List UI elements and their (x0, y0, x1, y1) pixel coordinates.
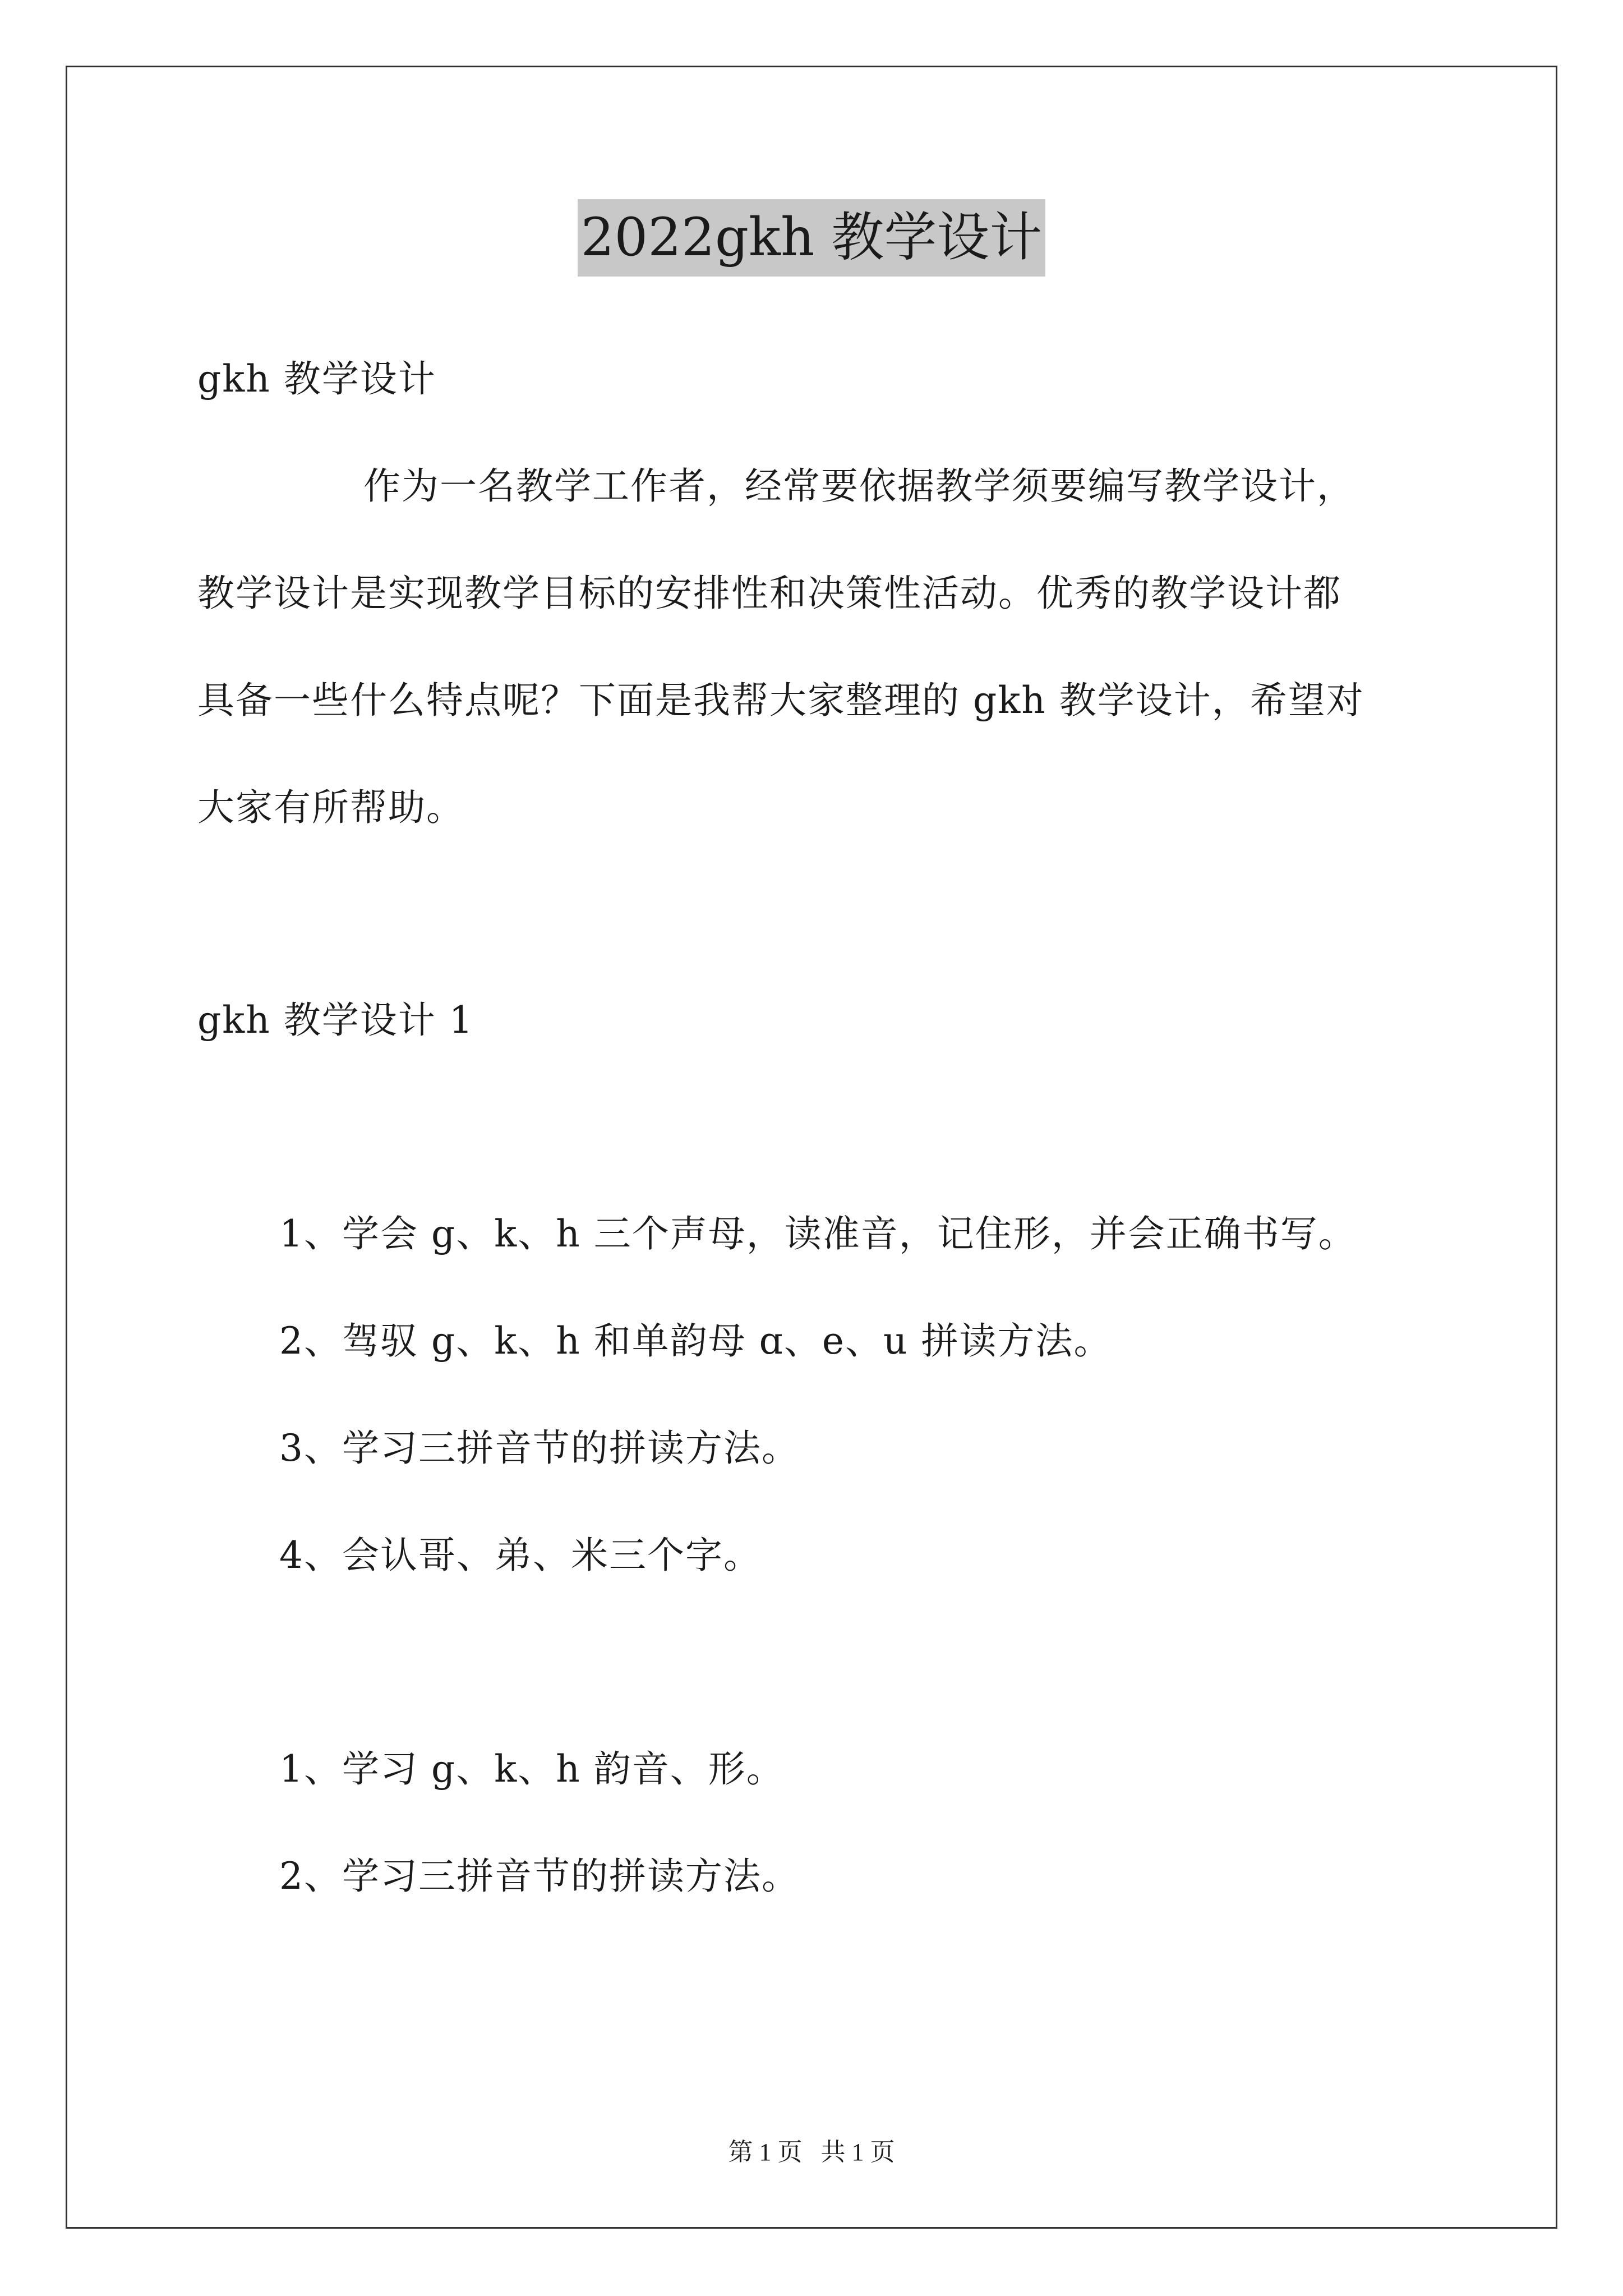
section-heading: gkh 教学设计 1 (197, 999, 474, 1042)
page-footer: 第 1 页 共 1 页 (728, 2138, 895, 2166)
document-title: 2022gkh 教学设计 (578, 199, 1046, 277)
intro-line-1: 作为一名教学工作者，经常要依据教学须要编写教学设计， (363, 464, 1355, 508)
objective-item-2: 2、驾驭 g、k、h 和单韵母 ɑ、e、u 拼读方法。 (279, 1319, 1112, 1363)
intro-line-3: 具备一些什么特点呢？下面是我帮大家整理的 gkh 教学设计，希望对 (197, 679, 1364, 722)
objective-item-4: 4、会认哥、弟、米三个字。 (279, 1534, 762, 1577)
intro-line-2: 教学设计是实现教学目标的安排性和决策性活动。优秀的教学设计都 (197, 572, 1341, 615)
key-point-item-1: 1、学习 g、k、h 韵音、形。 (279, 1747, 785, 1791)
key-point-item-2: 2、学习三拼音节的拼读方法。 (279, 1855, 800, 1898)
title-container (0, 199, 1623, 277)
objective-item-1: 1、学会 g、k、h 三个声母，读准音，记住形，并会正确书写。 (279, 1212, 1357, 1255)
objective-item-3: 3、学习三拼音节的拼读方法。 (279, 1427, 800, 1470)
document-subtitle: gkh 教学设计 (197, 357, 436, 401)
intro-line-4: 大家有所帮助。 (197, 786, 464, 829)
